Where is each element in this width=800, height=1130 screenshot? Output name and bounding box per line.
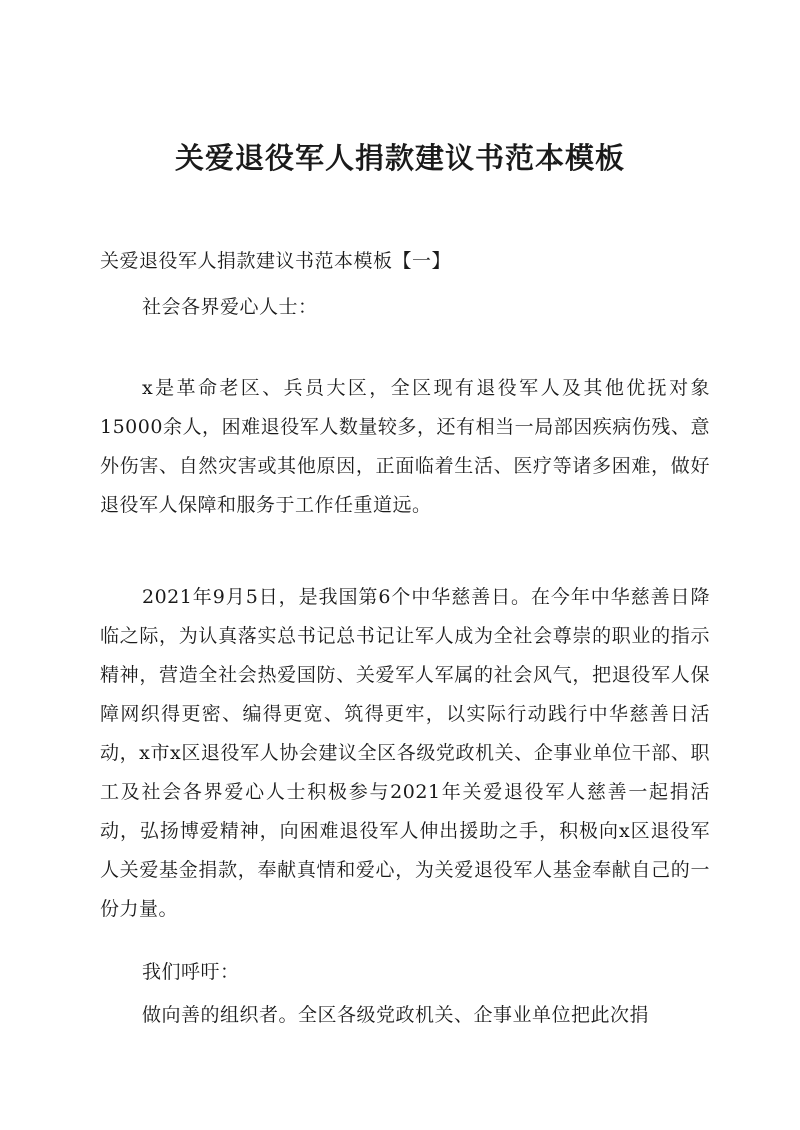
call-heading: 我们呼吁： — [142, 961, 240, 983]
paragraph-2: 2021年9月5日，是我国第6个中华慈善日。在今年中华慈善日降临之际，为认真落实总书记总书记让军人成为全社会尊崇的职业的指示精神，营造全社会热爱国防、关爱军人军属的社会风气，把退役军人保障网织得更密、编得更宽、筑得更牢，以实际行动践行中华慈善日活动，x市x区退役军人协会建议全区各级党政机关、企事业单位干部、职工及社会各界爱心人士积极参与2021年关爱退役军人慈善一起捐活动，弘扬博爱精神，向困难退役军人伸出援助之手，积极向x区退役军人关爱基金捐款，奉献真情和爱心，为关爱退役军人基金奉献自己的一份力量。 — [100, 586, 710, 920]
greeting-line: 社会各界爱心人士： — [142, 296, 318, 318]
paragraph-3: 做向善的组织者。全区各级党政机关、企事业单位把此次捐 — [142, 1004, 650, 1026]
document-subtitle: 关爱退役军人捐款建议书范本模板【一】 — [100, 250, 452, 272]
paragraph-1: x是革命老区、兵员大区，全区现有退役军人及其他优抚对象15000余人，困难退役军人数量较多，还有相当一局部因疾病伤残、意外伤害、自然灾害或其他原因，正面临着生活、医疗等诸多困难，做好退役军人保障和服务于工作任重道远。 — [100, 377, 710, 516]
document-title: 关爱退役军人捐款建议书范本模板 — [174, 141, 625, 175]
